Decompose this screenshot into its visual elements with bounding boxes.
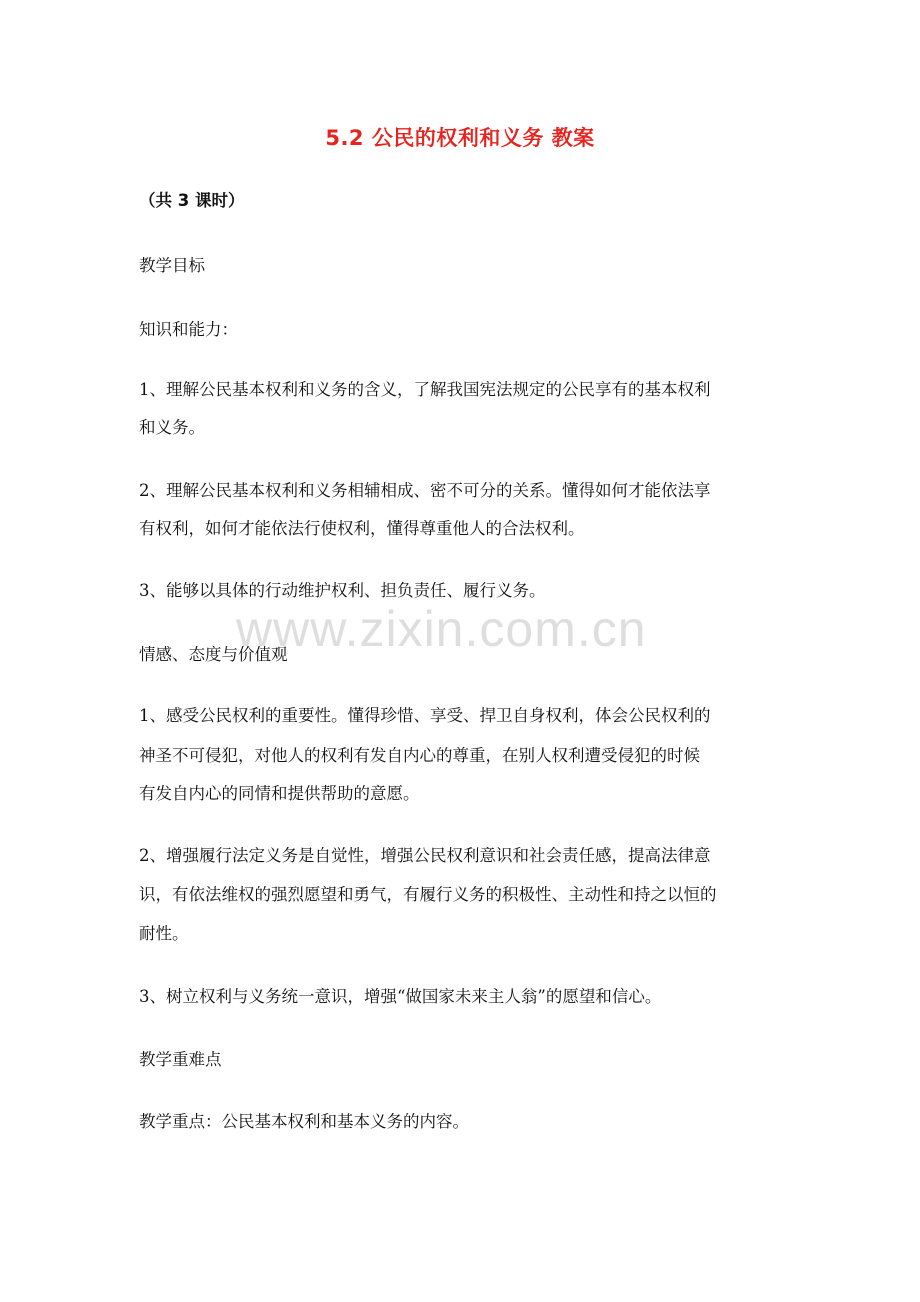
subheading-knowledge-ability: 知识和能力： [139,320,238,339]
paragraph-line: 1、感受公民权利的重要性。懂得珍惜、享受、捍卫自身权利，体会公民权利的 [139,706,711,725]
lesson-count: （共 3 课时） [139,191,245,210]
section-heading-objectives: 教学目标 [139,256,205,275]
paragraph-line: 1、理解公民基本权利和义务的含义，了解我国宪法规定的公民享有的基本权利 [139,380,711,399]
section-heading-key-points: 教学重难点 [139,1050,222,1069]
watermark: www.zixin.com.cn [236,601,647,657]
document-title: 5.2 公民的权利和义务 教案 [325,126,595,150]
paragraph-line: 有发自内心的同情和提供帮助的意愿。 [139,784,420,803]
paragraph-line: 识，有依法维权的强烈愿望和勇气，有履行义务的积极性、主动性和持之以恒的 [139,885,717,904]
paragraph-line: 教学重点：公民基本权利和基本义务的内容。 [139,1112,469,1131]
paragraph-line: 3、能够以具体的行动维护权利、担负责任、履行义务。 [139,581,546,600]
paragraph-line: 耐性。 [139,924,189,943]
paragraph-line: 和义务。 [139,418,205,437]
paragraph-line: 有权利，如何才能依法行使权利，懂得尊重他人的合法权利。 [139,519,585,538]
paragraph-line: 2、理解公民基本权利和义务相辅相成、密不可分的关系。懂得如何才能依法享 [139,481,711,500]
paragraph-line: 神圣不可侵犯，对他人的权利有发自内心的尊重，在别人权利遭受侵犯的时候 [139,746,700,765]
subheading-emotion-attitude: 情感、态度与价值观 [139,645,288,664]
paragraph-line: 2、增强履行法定义务是自觉性，增强公民权利意识和社会责任感，提高法律意 [139,846,711,865]
paragraph-line: 3、树立权利与义务统一意识，增强“做国家未来主人翁”的愿望和信心。 [139,987,662,1006]
